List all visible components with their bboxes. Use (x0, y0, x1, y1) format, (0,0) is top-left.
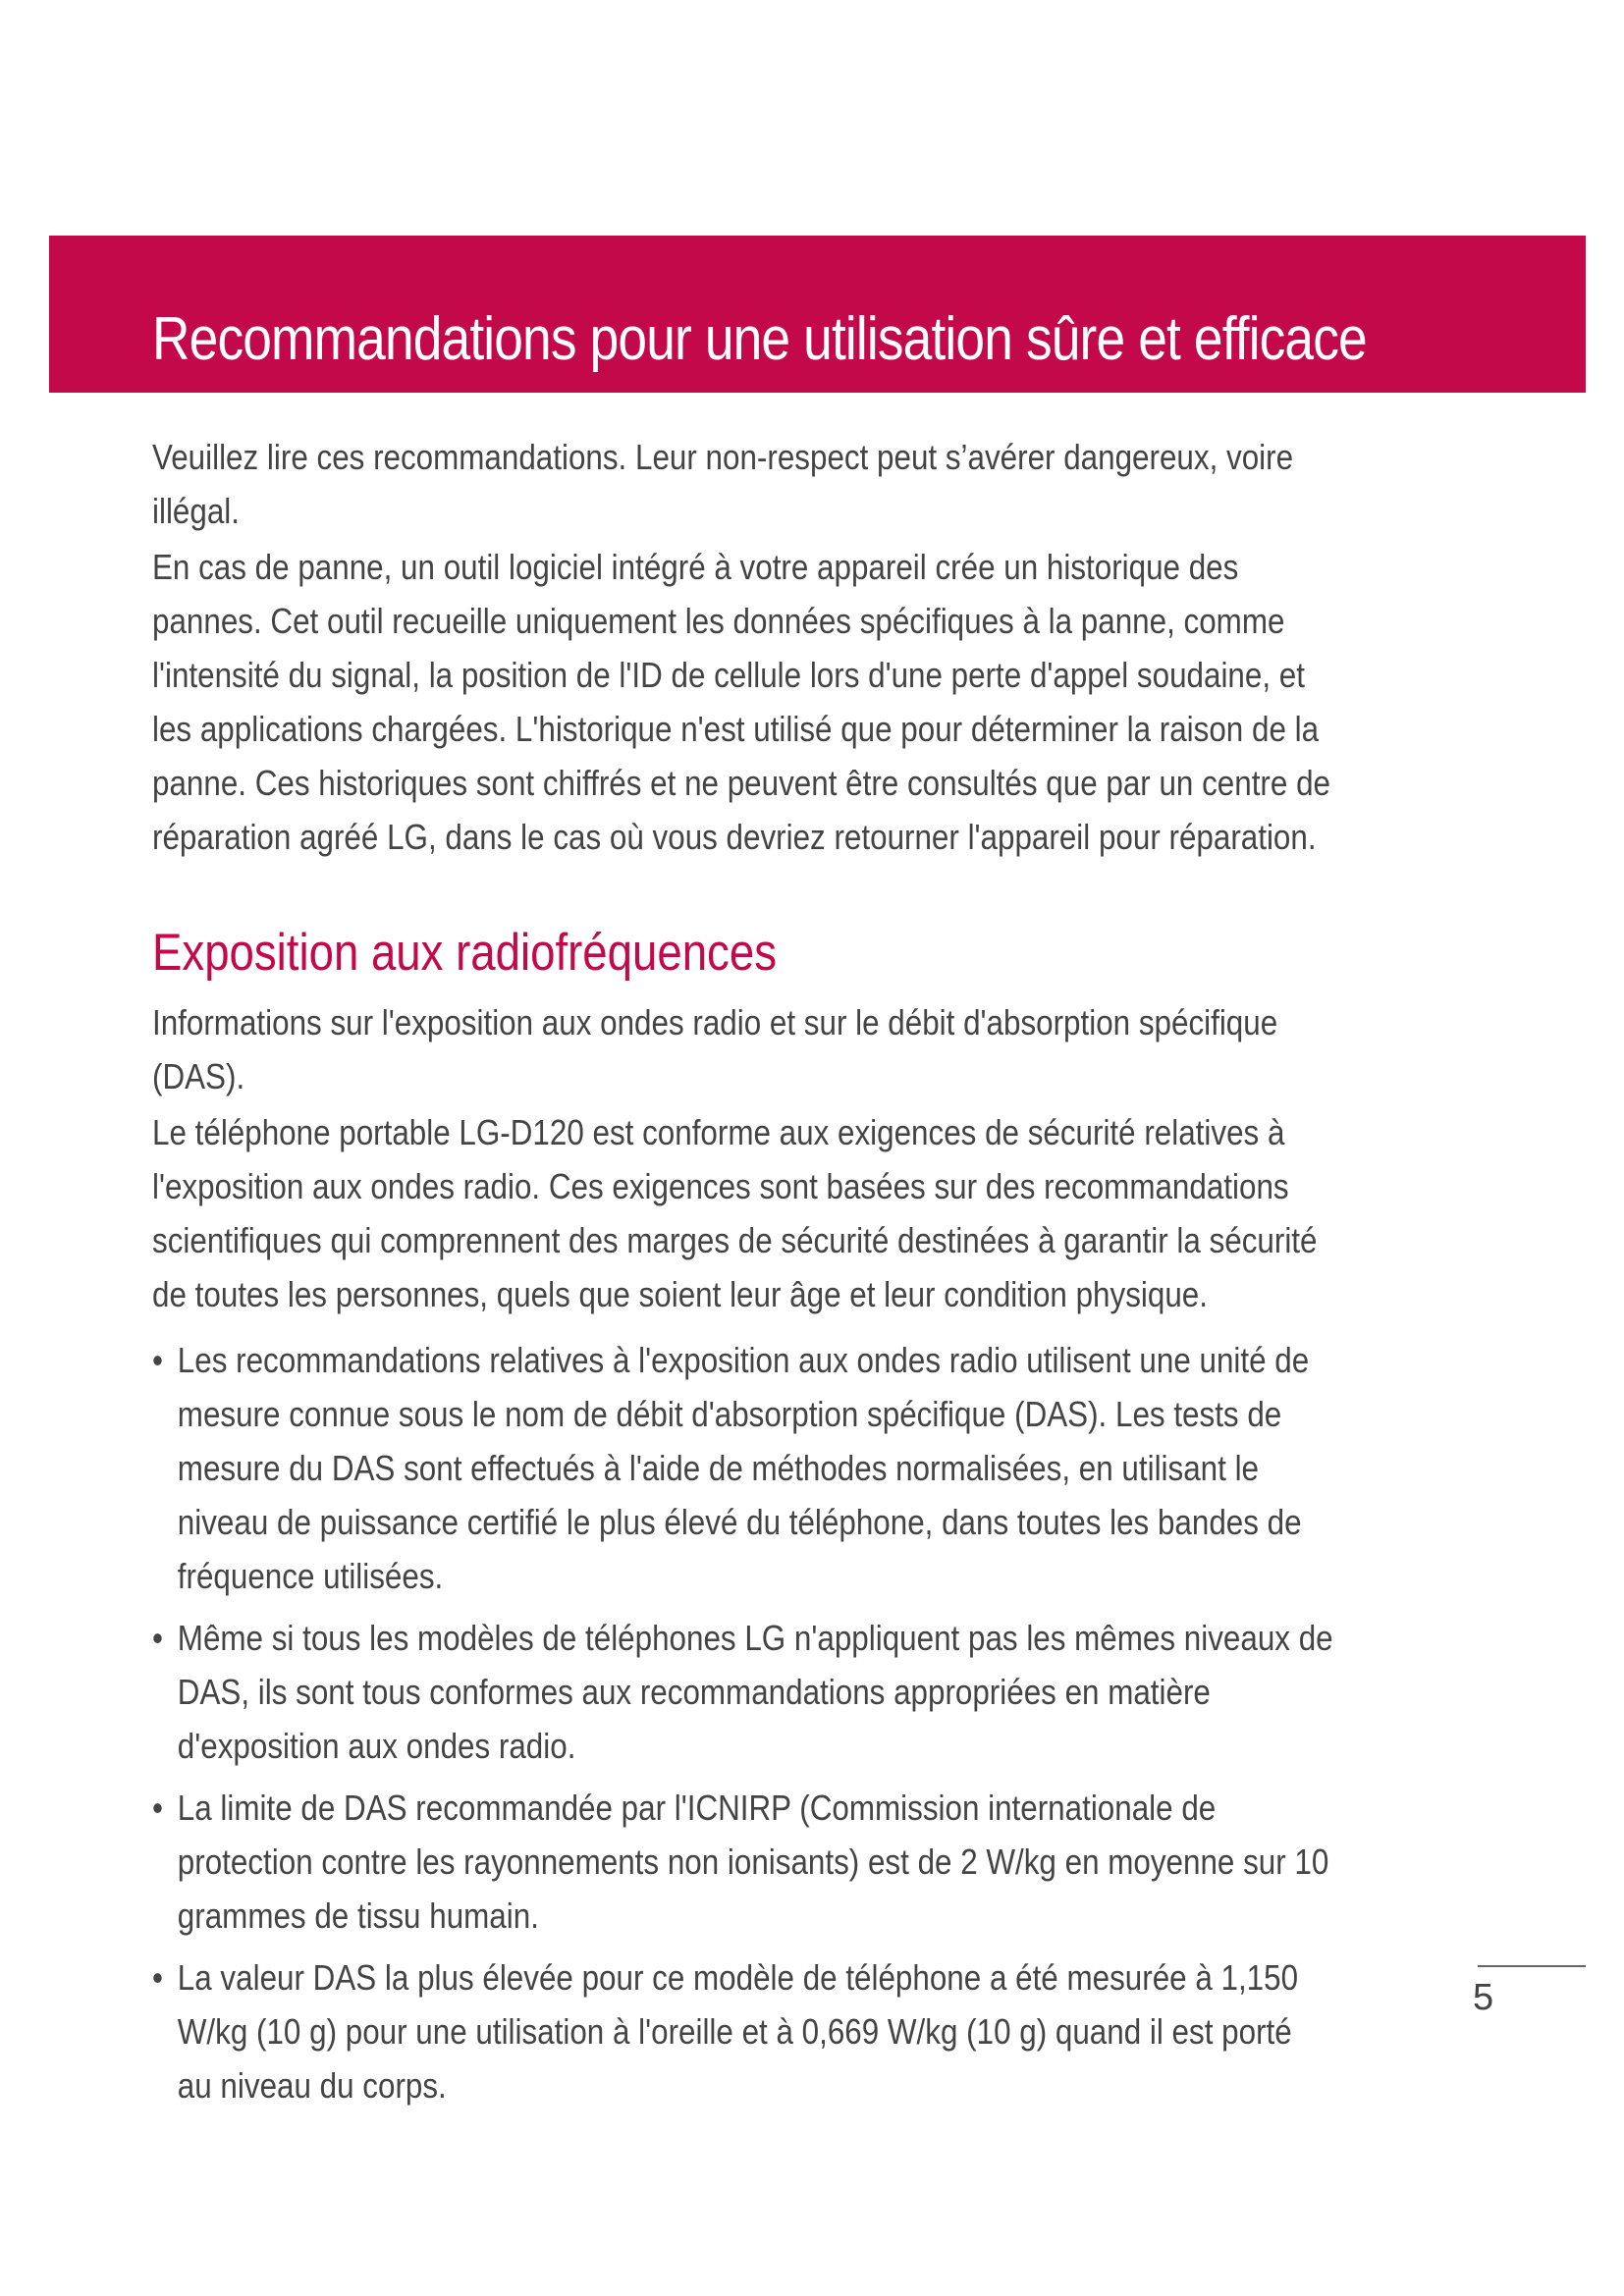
intro-warning: Veuillez lire ces recommandations. Leur non-respect peut s’avérer dangereux, voire illégal. (152, 437, 1294, 531)
list-item-text: Même si tous les modèles de téléphones LG n'appliquent pas les mêmes niveaux de DAS, ils sont tous conformes aux recommandations appropriées en matière d'exposition aux ondes radio. (177, 1618, 1333, 1767)
intro-log-paragraph: En cas de panne, un outil logiciel intégré à votre appareil crée un historique des pannes. Cet outil recueille uniquement les données spécifiques à la panne, comme l'intensité du signal, la position de l'ID de cellule lors d'une perte d'appel soudaine, et les applications chargées. L'historique n'est utilisé que pour déterminer la raison de la panne. Ces historiques sont chiffrés et ne peuvent être consultés que par un centre de réparation agréé LG, dans le cas où vous devriez retourner l'appareil pour réparation. (152, 547, 1330, 857)
list-item (152, 1611, 1334, 1773)
rf-bullet-list (152, 1333, 1334, 2112)
list-item (152, 1333, 1334, 1603)
bullet-icon: • (152, 1788, 163, 1829)
rf-subtitle: Informations sur l'exposition aux ondes radio et sur le débit d'absorption spécifique (DAS). (152, 1002, 1278, 1097)
page-content (152, 430, 1334, 2120)
page-title: Recommandations pour une utilisation sûre et efficace (152, 305, 1367, 373)
header-band (49, 236, 1586, 393)
page-number: 5 (1473, 1977, 1494, 2018)
list-item (152, 1950, 1334, 2112)
page-number-rule (1478, 1965, 1586, 1967)
list-item-text: Les recommandations relatives à l'exposition aux ondes radio utilisent une unité de mesure connue sous le nom de débit d'absorption spécifique (DAS). Les tests de mesure du DAS sont effectués à l'aide de méthodes normalisées, en utilisant le niveau de puissance certifié le plus élevé du téléphone, dans toutes les bandes de fréquence utilisées. (177, 1340, 1310, 1597)
section-heading-rf-exposure: Exposition aux radiofréquences (152, 924, 777, 982)
list-item-text: La limite de DAS recommandée par l'ICNIRP (Commission internationale de protection contre les rayonnements non ionisants) est de 2 W/kg en moyenne sur 10 grammes de tissu humain. (177, 1788, 1329, 1937)
rf-compliance-paragraph: Le téléphone portable LG-D120 est conforme aux exigences de sécurité relatives à l'exposition aux ondes radio. Ces exigences sont basées sur des recommandations scientifiques qui comprennent des marges de sécurité destinées à garantir la sécurité de toutes les personnes, quels que soient leur âge et leur condition physique. (152, 1112, 1318, 1315)
bullet-icon: • (152, 1340, 163, 1381)
list-item-text: La valeur DAS la plus élevée pour ce modèle de téléphone a été mesurée à 1,150 W/kg (10 g) pour une utilisation à l'oreille et à 0,669 W/kg (10 g) quand il est porté au niveau du corps. (177, 1957, 1299, 2107)
bullet-icon: • (152, 1957, 163, 1999)
bullet-icon: • (152, 1618, 163, 1659)
list-item (152, 1781, 1334, 1943)
